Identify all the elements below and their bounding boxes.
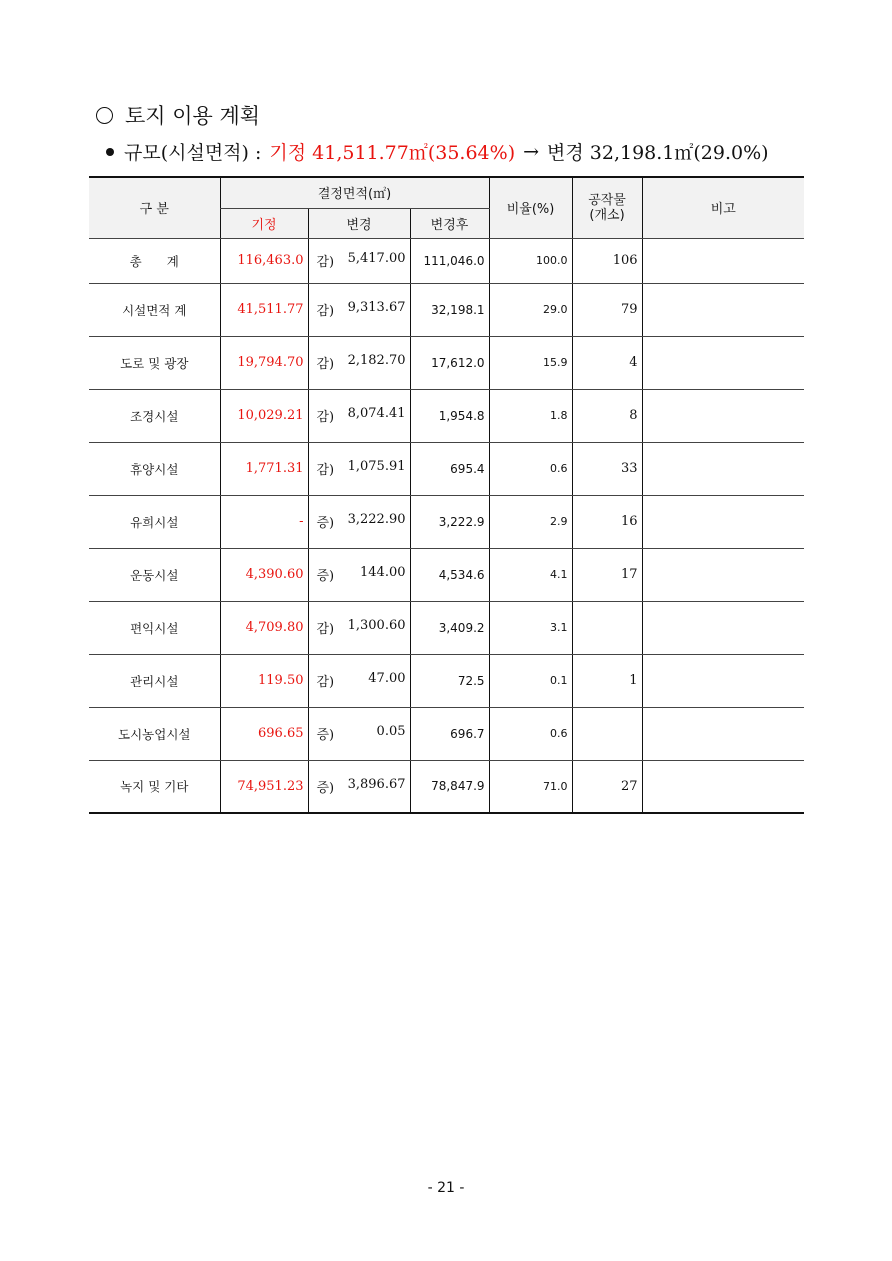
row-label: 편익시설	[89, 601, 220, 654]
change-cell	[308, 707, 410, 760]
ratio: 3.1	[489, 601, 572, 654]
header-after: 변경후	[410, 208, 489, 238]
note	[642, 442, 804, 495]
existing-area: 19,794.70	[220, 336, 308, 389]
change-type: 감)	[316, 357, 335, 372]
existing-area: 41,511.77	[220, 283, 308, 336]
facility-count: 16	[572, 495, 642, 548]
row-label: 휴양시설	[89, 442, 220, 495]
table-row	[89, 389, 804, 442]
change-type: 감)	[316, 463, 335, 478]
note	[642, 389, 804, 442]
change-cell	[308, 495, 410, 548]
row-label: 총 계	[89, 238, 220, 283]
existing-area: 1,771.31	[220, 442, 308, 495]
facility-count: 33	[572, 442, 642, 495]
change-cell	[308, 336, 410, 389]
row-label: 도시농업시설	[89, 707, 220, 760]
change-cell	[308, 283, 410, 336]
change-cell	[308, 389, 410, 442]
facility-count	[572, 601, 642, 654]
after-area: 111,046.0	[410, 238, 489, 283]
header-existing: 기정	[220, 208, 308, 238]
table-row	[89, 442, 804, 495]
existing-area: 4,709.80	[220, 601, 308, 654]
after-area: 696.7	[410, 707, 489, 760]
row-label: 녹지 및 기타	[89, 760, 220, 813]
note	[642, 336, 804, 389]
row-label: 조경시설	[89, 389, 220, 442]
ratio: 71.0	[489, 760, 572, 813]
change-area: 47.00	[368, 671, 406, 686]
ratio: 0.6	[489, 442, 572, 495]
note	[642, 548, 804, 601]
change-type: 증)	[316, 516, 335, 531]
change-type: 감)	[316, 675, 335, 690]
change-type: 증)	[316, 728, 335, 743]
change-area: 3,222.90	[347, 512, 406, 527]
note	[642, 707, 804, 760]
heading-text: 토지 이용 계획	[125, 104, 261, 128]
after-area: 1,954.8	[410, 389, 489, 442]
row-label: 관리시설	[89, 654, 220, 707]
change-type: 감)	[316, 255, 335, 270]
ratio: 4.1	[489, 548, 572, 601]
existing-area: 4,390.60	[220, 548, 308, 601]
summary-label: 규모(시설면적) :	[124, 142, 262, 164]
change-type: 증)	[316, 569, 335, 584]
header-category: 구 분	[89, 177, 220, 238]
table-row	[89, 707, 804, 760]
after-area: 4,534.6	[410, 548, 489, 601]
row-label: 도로 및 광장	[89, 336, 220, 389]
change-area: 1,075.91	[347, 459, 406, 474]
note	[642, 495, 804, 548]
change-area: 2,182.70	[347, 353, 406, 368]
facility-count: 106	[572, 238, 642, 283]
existing-area: -	[220, 495, 308, 548]
header-note: 비고	[642, 177, 804, 238]
change-cell	[308, 238, 410, 283]
facility-count	[572, 707, 642, 760]
change-type: 감)	[316, 410, 335, 425]
existing-area: 10,029.21	[220, 389, 308, 442]
after-area: 32,198.1	[410, 283, 489, 336]
note	[642, 654, 804, 707]
summary-arrow: →	[523, 140, 540, 163]
change-area: 144.00	[360, 565, 406, 580]
ratio: 15.9	[489, 336, 572, 389]
table-row	[89, 495, 804, 548]
land-use-table	[89, 176, 804, 814]
facility-count: 79	[572, 283, 642, 336]
change-type: 증)	[316, 780, 335, 796]
change-cell	[308, 601, 410, 654]
row-label: 유희시설	[89, 495, 220, 548]
header-change: 변경	[308, 208, 410, 238]
facility-count: 4	[572, 336, 642, 389]
dot-bullet-icon	[106, 148, 114, 156]
change-cell	[308, 442, 410, 495]
summary-existing: 기정 41,511.77㎡(35.64%)	[269, 142, 516, 164]
change-area: 3,896.67	[347, 776, 406, 792]
change-cell	[308, 760, 410, 813]
ratio: 1.8	[489, 389, 572, 442]
after-area: 17,612.0	[410, 336, 489, 389]
change-type: 감)	[316, 622, 335, 637]
row-label: 운동시설	[89, 548, 220, 601]
header-ratio: 비율(%)	[489, 177, 572, 238]
change-area: 8,074.41	[347, 406, 406, 421]
table-row	[89, 336, 804, 389]
change-area: 9,313.67	[347, 300, 406, 315]
ratio: 0.6	[489, 707, 572, 760]
existing-area: 119.50	[220, 654, 308, 707]
change-area: 0.05	[376, 724, 406, 739]
after-area: 78,847.9	[410, 760, 489, 813]
ratio: 29.0	[489, 283, 572, 336]
change-area: 5,417.00	[347, 251, 406, 266]
existing-area: 696.65	[220, 707, 308, 760]
table-row	[89, 238, 804, 283]
after-area: 3,222.9	[410, 495, 489, 548]
change-cell	[308, 548, 410, 601]
existing-area: 116,463.0	[220, 238, 308, 283]
section-heading	[96, 100, 260, 130]
header-facilities: 공작물 (개소)	[572, 177, 642, 238]
row-label: 시설면적 계	[89, 283, 220, 336]
header-decided-area: 결정면적(㎡)	[220, 177, 489, 208]
existing-area: 74,951.23	[220, 760, 308, 813]
facility-count: 1	[572, 654, 642, 707]
page-number: - 21 -	[427, 1180, 465, 1196]
facility-count: 8	[572, 389, 642, 442]
ratio: 100.0	[489, 238, 572, 283]
after-area: 3,409.2	[410, 601, 489, 654]
facility-count: 27	[572, 760, 642, 813]
note	[642, 601, 804, 654]
after-area: 695.4	[410, 442, 489, 495]
circle-bullet-icon	[96, 107, 113, 124]
summary-changed: 변경 32,198.1㎡(29.0%)	[547, 142, 769, 164]
change-cell	[308, 654, 410, 707]
scale-summary	[106, 138, 769, 165]
facility-count: 17	[572, 548, 642, 601]
table-row	[89, 760, 804, 813]
table-row	[89, 601, 804, 654]
change-area: 1,300.60	[347, 618, 406, 633]
change-type: 감)	[316, 304, 335, 319]
note	[642, 283, 804, 336]
ratio: 0.1	[489, 654, 572, 707]
ratio: 2.9	[489, 495, 572, 548]
note	[642, 760, 804, 813]
after-area: 72.5	[410, 654, 489, 707]
table-row	[89, 283, 804, 336]
table-row	[89, 654, 804, 707]
table-row	[89, 548, 804, 601]
note	[642, 238, 804, 283]
